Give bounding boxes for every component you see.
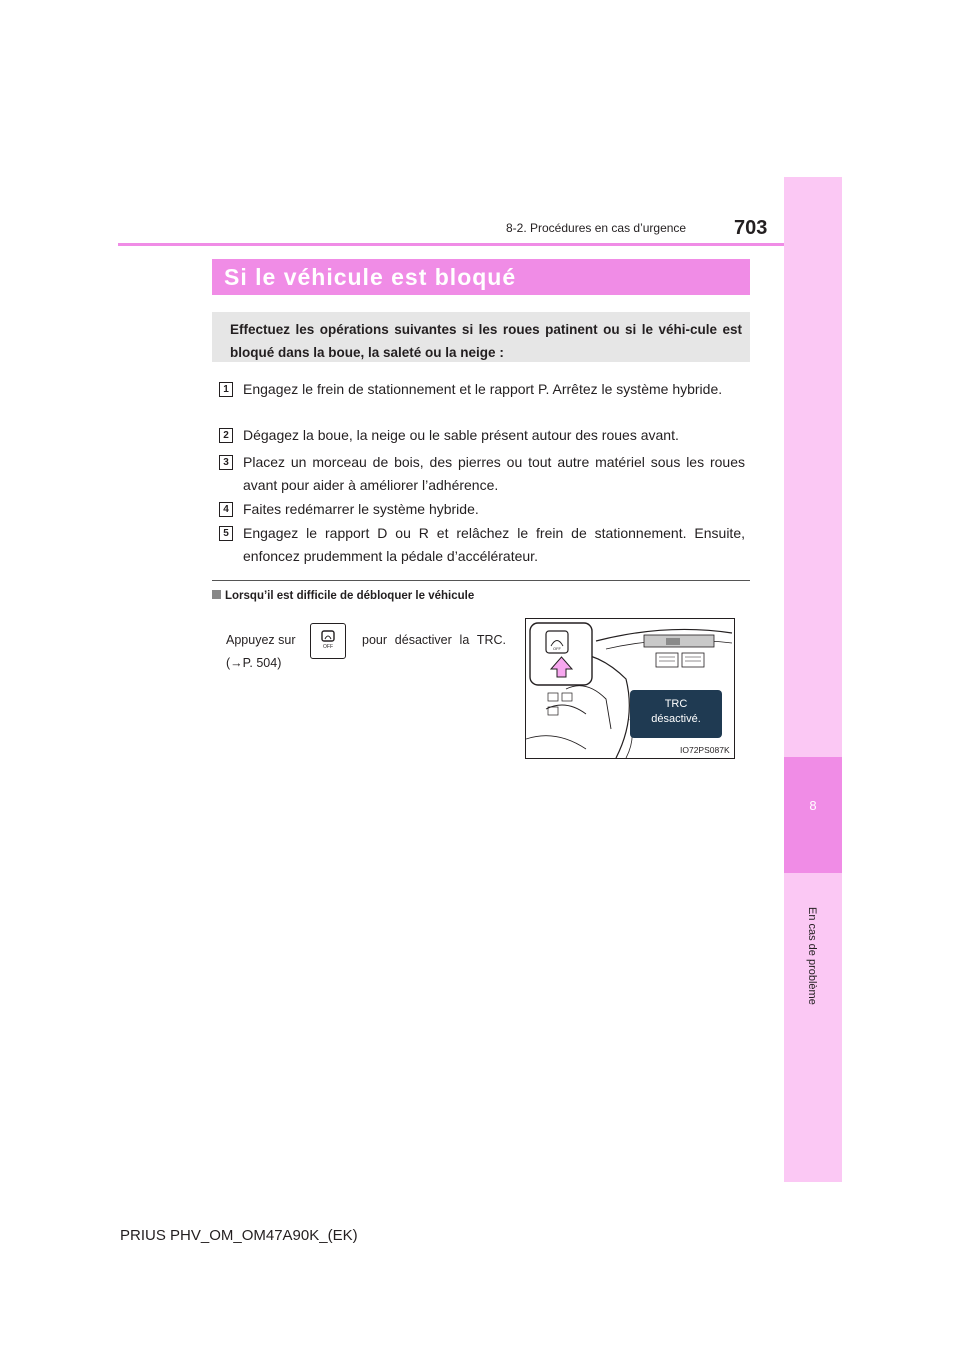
section-heading: 8-2. Procédures en cas d’urgence [506, 221, 687, 235]
note-heading [212, 590, 474, 602]
step-number: 1 [219, 382, 233, 397]
header-rule [118, 243, 784, 246]
page-title: Si le véhicule est bloqué [224, 264, 517, 290]
page-reference: (→P. 504) [226, 656, 282, 670]
intro-text: Effectuez les opérations suivantes si les roues patinent ou si le véhi-cule est bloqué dans la boue, la saleté ou la neige : [230, 322, 742, 360]
step-text: Engagez le frein de stationnement et le rapport P. Arrêtez le système hybride. [243, 381, 723, 397]
chapter-label: En cas de problème [806, 907, 818, 1005]
step-number: 5 [219, 526, 233, 541]
trc-off-switch-icon [310, 623, 346, 659]
step-number: 2 [219, 428, 233, 443]
trc-off-display [630, 690, 722, 738]
note-text-after: pour désactiver la TRC. [362, 633, 506, 647]
step-text: Faites redémarrer le système hybride. [243, 501, 479, 517]
step-text: Dégagez la boue, la neige ou le sable présent autour des roues avant. [243, 427, 679, 443]
illustration-code: IO72PS087K [680, 745, 730, 755]
display-line-1: TRC [664, 698, 688, 710]
display-line-2: désactivé. [651, 713, 701, 725]
page-number: 703 [734, 217, 768, 239]
note-heading-text: Lorsqu’il est difficile de débloquer le véhicule [225, 590, 475, 602]
step-text: Engagez le rapport D ou R et relâchez le frein de stationnement. Ensuite, enfoncez prudemment la pédale d’accélérateur. [243, 525, 745, 564]
chapter-tab-active [784, 757, 842, 873]
step-text: Placez un morceau de bois, des pierres ou tout autre matériel sous les roues avant pour aider à améliorer l’adhérence. [243, 454, 745, 493]
note-text-before: Appuyez sur [226, 633, 296, 647]
section-divider [212, 580, 750, 581]
step-number: 4 [219, 502, 233, 517]
chapter-tab [784, 177, 842, 1182]
chapter-number: 8 [809, 798, 817, 813]
step-number: 3 [219, 455, 233, 470]
bullet-square-icon [212, 590, 221, 599]
switch-caption: OFF [553, 646, 561, 651]
document-footer: PRIUS PHV_OM_OM47A90K_(EK) [120, 1227, 358, 1244]
switch-caption: OFF [323, 644, 333, 650]
